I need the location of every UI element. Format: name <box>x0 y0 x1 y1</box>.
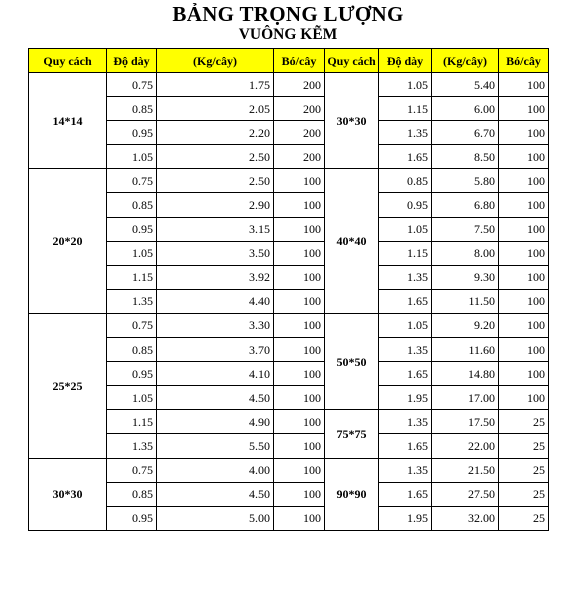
thickness-cell: 0.95 <box>379 193 432 217</box>
thickness-cell: 1.65 <box>379 145 432 169</box>
weight-cell: 11.60 <box>432 338 499 362</box>
thickness-cell: 1.65 <box>379 289 432 313</box>
bundle-cell: 100 <box>274 289 325 313</box>
size-group-cell: 14*14 <box>29 73 107 169</box>
weight-cell: 6.70 <box>432 121 499 145</box>
thickness-cell: 1.15 <box>107 265 157 289</box>
thickness-cell: 0.95 <box>107 506 157 530</box>
bundle-cell: 100 <box>274 169 325 193</box>
table-row <box>29 265 549 289</box>
thickness-cell: 1.35 <box>107 434 157 458</box>
bundle-cell: 100 <box>499 289 549 313</box>
bundle-cell: 25 <box>499 410 549 434</box>
header-cell: Quy cách <box>325 49 379 73</box>
bundle-cell: 100 <box>274 482 325 506</box>
weight-cell: 4.50 <box>157 386 274 410</box>
weight-cell: 3.70 <box>157 338 274 362</box>
bundle-cell: 25 <box>499 482 549 506</box>
bundle-cell: 100 <box>499 217 549 241</box>
bundle-cell: 100 <box>274 338 325 362</box>
table-row <box>29 434 549 458</box>
bundle-cell: 200 <box>274 73 325 97</box>
weight-cell: 6.80 <box>432 193 499 217</box>
bundle-cell: 100 <box>499 193 549 217</box>
bundle-cell: 100 <box>274 506 325 530</box>
thickness-cell: 0.85 <box>107 482 157 506</box>
thickness-cell: 1.05 <box>379 217 432 241</box>
thickness-cell: 0.95 <box>107 362 157 386</box>
weight-cell: 8.50 <box>432 145 499 169</box>
table-row <box>29 289 549 313</box>
weight-cell: 3.92 <box>157 265 274 289</box>
bundle-cell: 100 <box>274 265 325 289</box>
table-row <box>29 241 549 265</box>
header-row <box>29 49 549 73</box>
thickness-cell: 1.35 <box>379 458 432 482</box>
bundle-cell: 200 <box>274 97 325 121</box>
table-row <box>29 73 549 97</box>
bundle-cell: 100 <box>274 193 325 217</box>
thickness-cell: 1.35 <box>379 265 432 289</box>
weight-cell: 2.50 <box>157 169 274 193</box>
thickness-cell: 0.85 <box>107 193 157 217</box>
thickness-cell: 1.65 <box>379 482 432 506</box>
table-row <box>29 121 549 145</box>
thickness-cell: 1.05 <box>107 386 157 410</box>
weight-cell: 14.80 <box>432 362 499 386</box>
table-row <box>29 410 549 434</box>
weight-cell: 4.10 <box>157 362 274 386</box>
weight-cell: 4.50 <box>157 482 274 506</box>
bundle-cell: 100 <box>274 458 325 482</box>
weight-cell: 9.20 <box>432 313 499 337</box>
bundle-cell: 100 <box>274 434 325 458</box>
weight-cell: 2.50 <box>157 145 274 169</box>
table-row <box>29 362 549 386</box>
thickness-cell: 1.95 <box>379 386 432 410</box>
table-row <box>29 169 549 193</box>
weight-cell: 11.50 <box>432 289 499 313</box>
bundle-cell: 100 <box>274 217 325 241</box>
weight-cell: 3.50 <box>157 241 274 265</box>
bundle-cell: 100 <box>499 265 549 289</box>
weight-cell: 3.30 <box>157 313 274 337</box>
weight-cell: 6.00 <box>432 97 499 121</box>
bundle-cell: 25 <box>499 506 549 530</box>
thickness-cell: 1.15 <box>379 241 432 265</box>
thickness-cell: 0.85 <box>107 97 157 121</box>
thickness-cell: 1.65 <box>379 434 432 458</box>
weight-cell: 5.00 <box>157 506 274 530</box>
thickness-cell: 1.95 <box>379 506 432 530</box>
thickness-cell: 1.35 <box>379 338 432 362</box>
thickness-cell: 1.05 <box>379 73 432 97</box>
thickness-cell: 0.75 <box>107 169 157 193</box>
thickness-cell: 0.75 <box>107 73 157 97</box>
bundle-cell: 100 <box>274 362 325 386</box>
thickness-cell: 1.05 <box>107 145 157 169</box>
thickness-cell: 0.75 <box>107 458 157 482</box>
weight-cell: 17.50 <box>432 410 499 434</box>
size-group-cell: 90*90 <box>325 458 379 530</box>
weight-cell: 8.00 <box>432 241 499 265</box>
weight-cell: 17.00 <box>432 386 499 410</box>
bundle-cell: 100 <box>499 169 549 193</box>
thickness-cell: 1.15 <box>107 410 157 434</box>
weight-cell: 2.20 <box>157 121 274 145</box>
header-cell: (Kg/cây) <box>432 49 499 73</box>
weight-cell: 27.50 <box>432 482 499 506</box>
table-row <box>29 313 549 337</box>
size-group-cell: 50*50 <box>325 313 379 409</box>
table-row <box>29 458 549 482</box>
bundle-cell: 25 <box>499 458 549 482</box>
bundle-cell: 100 <box>499 145 549 169</box>
weight-cell: 5.40 <box>432 73 499 97</box>
table-title: BẢNG TRỌNG LƯỢNG <box>172 2 404 26</box>
bundle-cell: 100 <box>499 241 549 265</box>
weight-cell: 5.50 <box>157 434 274 458</box>
thickness-cell: 1.35 <box>107 289 157 313</box>
weight-cell: 3.15 <box>157 217 274 241</box>
size-group-cell: 75*75 <box>325 410 379 458</box>
table-row <box>29 193 549 217</box>
table-subtitle: VUÔNG KẼM <box>238 26 338 43</box>
thickness-cell: 1.05 <box>379 313 432 337</box>
bundle-cell: 100 <box>499 73 549 97</box>
size-group-cell: 20*20 <box>29 169 107 314</box>
bundle-cell: 100 <box>499 362 549 386</box>
thickness-cell: 0.75 <box>107 313 157 337</box>
header-cell: Bó/cây <box>499 49 549 73</box>
bundle-cell: 25 <box>499 434 549 458</box>
bundle-cell: 100 <box>499 338 549 362</box>
table-row <box>29 145 549 169</box>
thickness-cell: 0.95 <box>107 217 157 241</box>
header-cell: Độ dày <box>107 49 157 73</box>
table-row <box>29 482 549 506</box>
weight-cell: 4.00 <box>157 458 274 482</box>
thickness-cell: 1.15 <box>379 97 432 121</box>
bundle-cell: 100 <box>274 410 325 434</box>
size-group-cell: 30*30 <box>325 73 379 169</box>
header-cell: Bó/cây <box>274 49 325 73</box>
thickness-cell: 1.05 <box>107 241 157 265</box>
bundle-cell: 100 <box>274 241 325 265</box>
weight-cell: 22.00 <box>432 434 499 458</box>
bundle-cell: 100 <box>499 97 549 121</box>
weight-cell: 1.75 <box>157 73 274 97</box>
bundle-cell: 100 <box>274 386 325 410</box>
weight-cell: 5.80 <box>432 169 499 193</box>
weight-cell: 32.00 <box>432 506 499 530</box>
thickness-cell: 1.35 <box>379 121 432 145</box>
bundle-cell: 200 <box>274 145 325 169</box>
weight-cell: 9.30 <box>432 265 499 289</box>
weight-cell: 7.50 <box>432 217 499 241</box>
size-group-cell: 40*40 <box>325 169 379 314</box>
header-cell: (Kg/cây) <box>157 49 274 73</box>
weight-cell: 2.05 <box>157 97 274 121</box>
size-group-cell: 30*30 <box>29 458 107 530</box>
bundle-cell: 100 <box>499 121 549 145</box>
table-row <box>29 338 549 362</box>
bundle-cell: 200 <box>274 121 325 145</box>
weight-table <box>28 48 549 531</box>
bundle-cell: 100 <box>499 313 549 337</box>
thickness-cell: 1.35 <box>379 410 432 434</box>
header-cell: Độ dày <box>379 49 432 73</box>
thickness-cell: 0.95 <box>107 121 157 145</box>
table-row <box>29 386 549 410</box>
size-group-cell: 25*25 <box>29 313 107 458</box>
weight-cell: 21.50 <box>432 458 499 482</box>
weight-cell: 2.90 <box>157 193 274 217</box>
header-cell: Quy cách <box>29 49 107 73</box>
thickness-cell: 1.65 <box>379 362 432 386</box>
table-row <box>29 97 549 121</box>
thickness-cell: 0.85 <box>107 338 157 362</box>
table-row <box>29 506 549 530</box>
bundle-cell: 100 <box>274 313 325 337</box>
table-body <box>29 73 549 531</box>
thickness-cell: 0.85 <box>379 169 432 193</box>
table-row <box>29 217 549 241</box>
weight-cell: 4.40 <box>157 289 274 313</box>
bundle-cell: 100 <box>499 386 549 410</box>
weight-cell: 4.90 <box>157 410 274 434</box>
